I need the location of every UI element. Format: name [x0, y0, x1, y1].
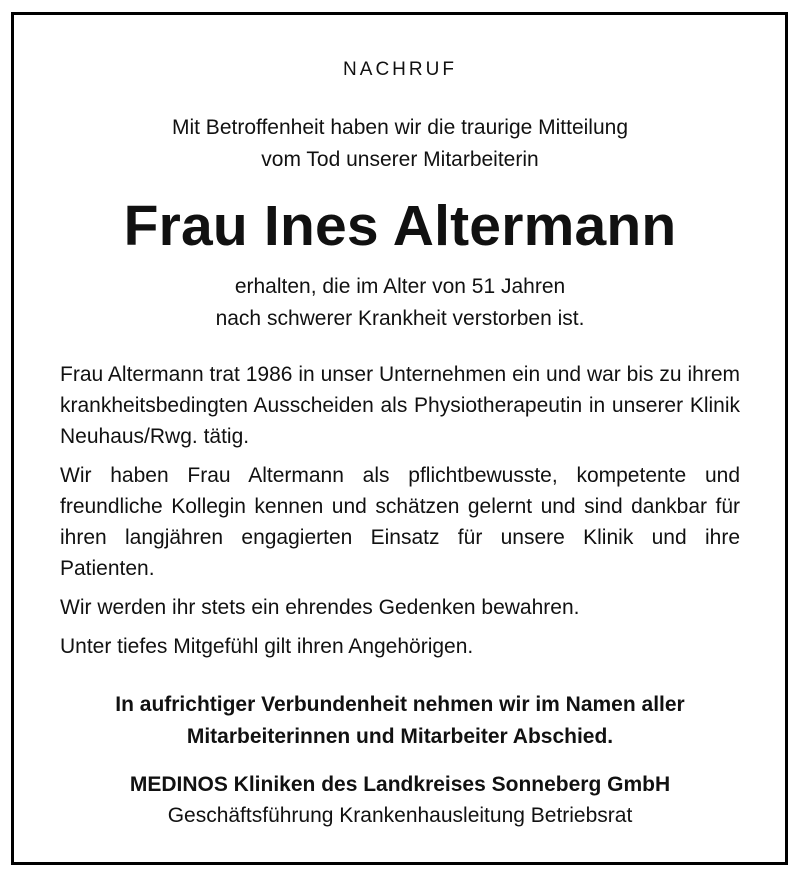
farewell-statement — [0, 689, 800, 753]
deceased-name: Frau Ines Altermann — [123, 194, 677, 258]
farewell-line-1: In aufrichtiger Verbundenheit nehmen wir im Namen aller — [115, 693, 685, 716]
condolence-paragraph: Unter tiefes Mitgefühl gilt ihren Angehörigen. — [60, 635, 474, 658]
remembrance-paragraph: Wir werden ihr stets ein ehrendes Gedenken bewahren. — [60, 596, 580, 619]
age-notice-line-1: erhalten, die im Alter von 51 Jahren — [234, 275, 566, 298]
obituary-heading: NACHRUF — [343, 59, 457, 80]
intro-text — [0, 112, 800, 176]
signatories-line: Geschäftsführung Krankenhausleitung Betriebsrat — [167, 804, 633, 827]
career-paragraph: Frau Altermann trat 1986 in unser Unternehmen ein und war bis zu ihrem krankheitsbedingten Ausscheiden als Physiotherapeutin in unserer Klinik Neuhaus/Rwg. tätig. — [60, 363, 740, 448]
company-name: MEDINOS Kliniken des Landkreises Sonneberg GmbH — [129, 773, 671, 796]
appreciation-paragraph: Wir haben Frau Altermann als pflichtbewusste, kompetente und freundliche Kollegin kennen und schätzen gelernt und sind dankbar für ihren langjähren engagierten Einsatz für unsere Klinik und ihre Patienten. — [60, 464, 740, 580]
farewell-line-2: Mitarbeiterinnen und Mitarbeiter Abschied. — [186, 725, 614, 748]
intro-line-2: vom Tod unserer Mitarbeiterin — [261, 148, 539, 171]
age-notice — [0, 271, 800, 335]
intro-line-1: Mit Betroffenheit haben wir die traurige Mitteilung — [171, 116, 629, 139]
age-notice-line-2: nach schwerer Krankheit verstorben ist. — [215, 307, 585, 330]
